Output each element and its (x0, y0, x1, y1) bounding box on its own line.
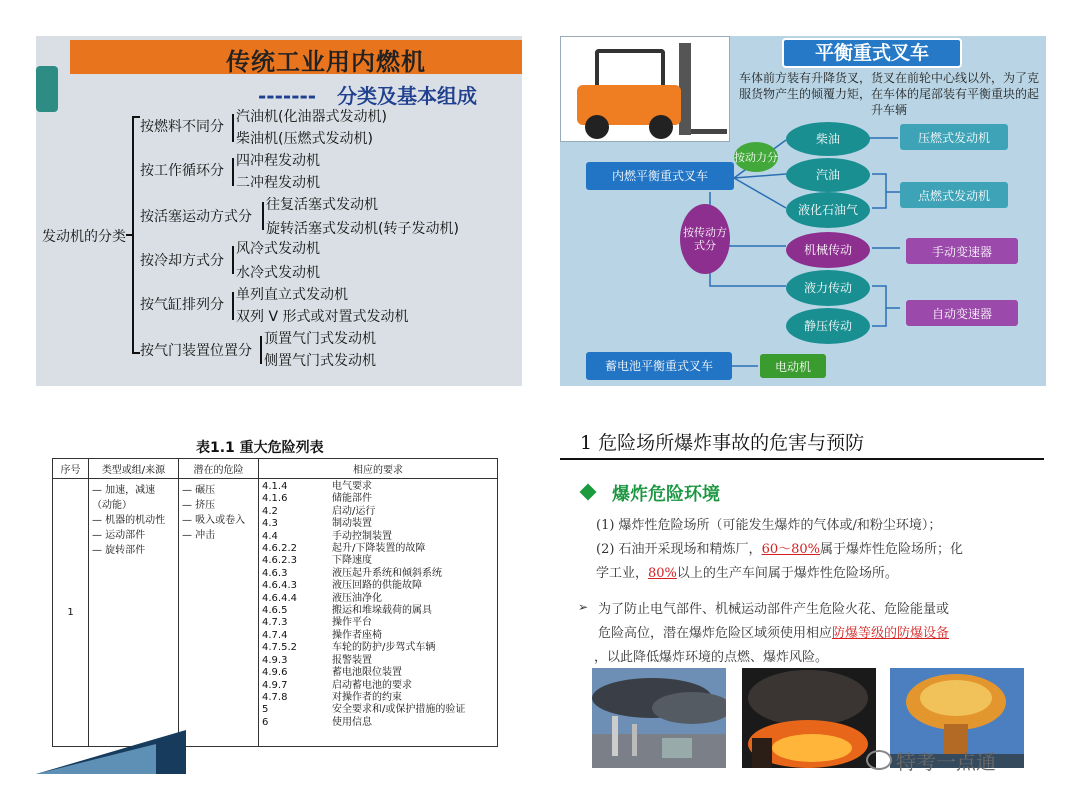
requirement-line (262, 655, 494, 667)
result-box: 点燃式发动机 (900, 182, 1008, 208)
battery-forklift-box: 蓄电池平衡重式叉车 (586, 352, 732, 380)
table-row (53, 479, 498, 747)
danger-item: — 冲击 (182, 530, 216, 541)
bullet-line-3: ，以此降低爆炸环境的点燃、爆炸风险。 (594, 650, 829, 665)
requirement-text: 搬运和堆垛载荷的属具 (332, 605, 432, 617)
paragraph-1: (1) 爆炸性危险场所（可能发生爆炸的气体或/和粉尘环境）； (596, 518, 942, 533)
requirement-code: 4.1.6 (262, 493, 288, 505)
requirement-code: 4.9.6 (262, 667, 288, 679)
forklift-slide (560, 36, 1046, 386)
requirement-text: 操作者座椅 (332, 629, 382, 641)
requirement-text: 下降速度 (332, 555, 372, 567)
requirement-text: 液压油净化 (332, 592, 382, 604)
by-transmission-badge: 按传动方式分 (680, 204, 730, 274)
requirement-text: 启动/运行 (332, 505, 376, 517)
leaf-item: 顶置气门式发动机 (264, 331, 376, 347)
requirement-line (262, 605, 494, 617)
requirement-text: 车轮的防护/步驾式车辆 (332, 642, 436, 654)
requirement-code: 4.7.8 (262, 691, 288, 703)
requirement-text: 制动装置 (332, 518, 372, 530)
requirement-code: 5 (262, 704, 269, 716)
requirement-text: 蓄电池限位装置 (332, 667, 402, 679)
slide-title: 传统工业用内燃机 (226, 48, 426, 76)
transmission-oval: 机械传动 (786, 232, 870, 268)
sub-bracket (232, 292, 234, 320)
table-header: 潜在的危险 (179, 459, 259, 479)
leaf-item: 柴油机(压燃式发动机) (236, 131, 373, 147)
divider (560, 458, 1044, 460)
leaf-item: 四冲程发动机 (236, 153, 320, 169)
sub-bracket (232, 158, 234, 186)
requirement-line (262, 593, 494, 605)
fuel-oval: 液化石油气 (786, 192, 870, 228)
bracket-line (126, 234, 134, 236)
paragraph-2-cont: 学工业，80%以上的生产车间属于爆炸性危险场所。 (596, 566, 898, 581)
requirement-text: 对操作者的约束 (332, 691, 402, 703)
leaf-item: 往复活塞式发动机 (266, 197, 378, 213)
requirement-text: 启动蓄电池的要求 (332, 679, 412, 691)
category-label: 按活塞运动方式分 (140, 209, 252, 225)
requirement-line (262, 555, 494, 567)
sub-heading: 爆炸危险环境 (612, 484, 720, 505)
types-cell (89, 479, 179, 747)
requirement-line (262, 481, 494, 493)
requirement-code: 4.7.4 (262, 629, 288, 641)
sub-bracket (262, 202, 264, 230)
leaf-item: 汽油机(化油器式发动机) (236, 109, 387, 125)
paragraph-2: (2) 石油开采现场和精炼厂，60～80%属于爆炸性危险场所；化 (596, 542, 964, 557)
fire-explosion-photo (742, 668, 876, 768)
requirement-text: 液压起升系统和倾斜系统 (332, 567, 442, 579)
requirements-cell (259, 479, 498, 747)
result-box: 手动变速器 (906, 238, 1018, 264)
leaf-item: 双列 V 形式或对置式发动机 (236, 309, 409, 325)
requirement-line (262, 506, 494, 518)
requirement-code: 4.9.7 (262, 679, 288, 691)
requirement-code: 4.6.2.3 (262, 555, 297, 567)
requirement-line (262, 543, 494, 555)
requirement-text: 操作平台 (332, 617, 372, 629)
requirement-code: 4.6.2.2 (262, 543, 297, 555)
leaf-item: 风冷式发动机 (236, 241, 320, 257)
arrow-bullet-icon: ➢ (578, 600, 589, 614)
requirement-line (262, 580, 494, 592)
leaf-item: 侧置气门式发动机 (264, 353, 376, 369)
transmission-oval: 静压传动 (786, 308, 870, 344)
requirement-code: 4.6.5 (262, 605, 288, 617)
danger-item: — 吸入或卷入 (182, 515, 246, 526)
requirement-line (262, 717, 494, 729)
leaf-item: 旋转活塞式发动机(转子发动机) (266, 221, 459, 237)
requirement-line (262, 518, 494, 530)
row-number: 1 (53, 479, 89, 747)
bullet-line-1: 为了防止电气部件、机械运动部件产生危险火花、危险能量或 (598, 602, 950, 617)
category-label: 按气门装置位置分 (140, 343, 252, 359)
category-label: 按气缸排列分 (140, 297, 224, 313)
requirement-text: 安全要求和/或保护措施的验证 (332, 704, 466, 716)
requirement-code: 4.7.5.2 (262, 642, 297, 654)
slide-subtitle: ------- 分类及基本组成 (258, 84, 477, 108)
bullet-line-2: 危险高位，潜在爆炸危险区域须使用相应防爆等级的防爆设备 (598, 626, 950, 641)
requirement-code: 4.1.4 (262, 481, 288, 492)
wechat-icon (866, 750, 892, 770)
leaf-item: 单列直立式发动机 (236, 287, 348, 303)
requirement-code: 4.2 (262, 505, 278, 517)
ic-forklift-box: 内燃平衡重式叉车 (586, 162, 734, 190)
category-label: 按工作循环分 (140, 163, 224, 179)
leaf-item: 水冷式发动机 (236, 265, 320, 281)
type-item: — 加速，减速（动能） (92, 485, 156, 511)
hazard-table (52, 458, 498, 747)
bracket-line (132, 116, 140, 118)
requirement-line (262, 568, 494, 580)
requirement-code: 6 (262, 716, 269, 728)
requirement-text: 储能部件 (332, 493, 372, 505)
table-title: 表1.1 重大危险列表 (196, 440, 324, 456)
motor-box: 电动机 (760, 354, 826, 378)
bracket-line (132, 352, 140, 354)
result-box: 自动变速器 (906, 300, 1018, 326)
requirement-line (262, 692, 494, 704)
table-header: 序号 (53, 459, 89, 479)
requirement-code: 4.9.3 (262, 654, 288, 666)
table-header: 类型或组/来源 (89, 459, 179, 479)
table-header: 相应的要求 (259, 459, 498, 479)
requirement-text: 起升/下降装置的故障 (332, 543, 426, 555)
sub-bracket (232, 246, 234, 274)
slide-description: 车体前方装有升降货叉，货叉在前轮中心线以外，为了克服货物产生的倾覆力矩，在车体的尾部装有平衡重块的起升车辆 (738, 71, 1039, 117)
requirement-line (262, 680, 494, 692)
requirement-text: 使用信息 (332, 716, 372, 728)
requirement-line (262, 630, 494, 642)
result-box: 压燃式发动机 (900, 124, 1008, 150)
sub-bracket (232, 114, 234, 142)
category-label: 按冷却方式分 (140, 253, 224, 269)
robot-figure (36, 66, 58, 112)
requirement-line (262, 493, 494, 505)
requirement-code: 4.6.4.4 (262, 592, 297, 604)
factory-smoke-photo (592, 668, 726, 768)
type-item: — 机器的机动性 (92, 515, 166, 526)
danger-item: — 碾压 (182, 485, 216, 496)
requirement-code: 4.3 (262, 518, 278, 530)
engine-classification-slide (36, 36, 522, 386)
requirement-text: 报警装置 (332, 654, 372, 666)
requirement-code: 4.7.3 (262, 617, 288, 629)
leaf-item: 二冲程发动机 (236, 175, 320, 191)
requirement-line (262, 642, 494, 654)
requirement-line (262, 617, 494, 629)
requirement-text: 液压回路的供能故障 (332, 580, 422, 592)
watermark: 特考一点通 (896, 750, 996, 774)
tree-root: 发动机的分类 (42, 229, 126, 245)
category-label: 按燃料不同分 (140, 119, 224, 135)
fuel-oval: 柴油 (786, 122, 870, 156)
fuel-oval: 汽油 (786, 158, 870, 192)
transmission-oval: 液力传动 (786, 270, 870, 306)
requirement-text: 电气要求 (332, 481, 372, 492)
requirement-text: 手动控制装置 (332, 530, 392, 542)
sub-bracket (260, 336, 262, 364)
decorative-corner (36, 744, 156, 774)
requirement-line (262, 704, 494, 716)
requirement-code: 4.6.4.3 (262, 580, 297, 592)
requirement-line (262, 531, 494, 543)
section-heading: 1 危险场所爆炸事故的危害与预防 (580, 432, 865, 454)
type-item: — 旋转部件 (92, 545, 146, 556)
slide-title: 平衡重式叉车 (782, 38, 962, 68)
requirement-code: 4.6.3 (262, 567, 288, 579)
by-power-badge: 按动力分 (734, 142, 778, 172)
diamond-bullet-icon (580, 484, 597, 501)
type-item: — 运动部件 (92, 530, 146, 541)
dangers-cell (179, 479, 259, 747)
requirement-code: 4.4 (262, 530, 278, 542)
requirement-line (262, 667, 494, 679)
danger-item: — 挤压 (182, 500, 216, 511)
